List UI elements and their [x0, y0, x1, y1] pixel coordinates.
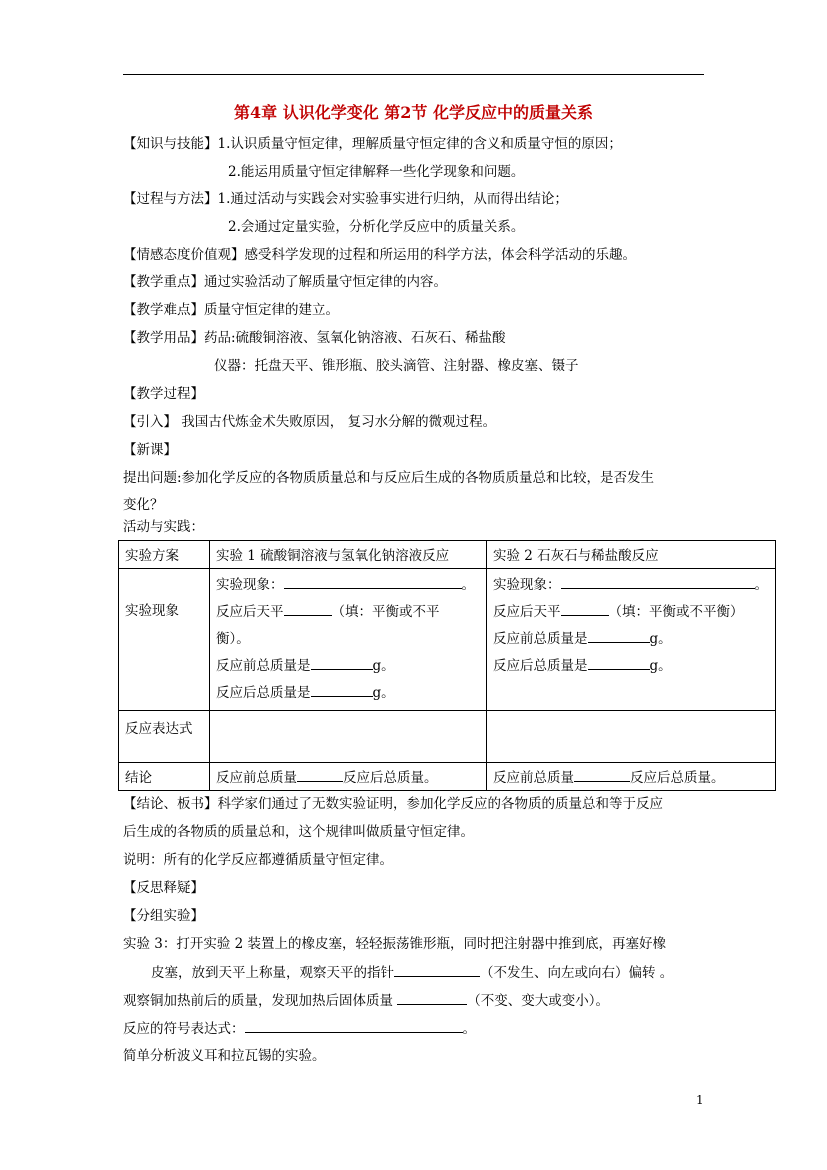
exp2-expression-cell[interactable]	[487, 711, 776, 763]
exp2-concl-blank[interactable]	[574, 767, 630, 782]
exp2-phen-period: 。	[754, 577, 768, 593]
exp1-phen-blank[interactable]	[284, 574, 462, 589]
exp2-after-mass-label: 反应后总质量是	[493, 658, 588, 674]
exp3-line-4	[123, 1018, 476, 1039]
question-line-2: 变化？	[123, 497, 164, 513]
exp2-balance-label: 反应后天平	[493, 604, 561, 620]
table-row-conclusion	[119, 763, 776, 791]
exp1-after-unit: g。	[372, 685, 395, 701]
table-row-expression	[119, 711, 776, 763]
header-plan: 实验方案	[119, 541, 210, 569]
supplies-tag: 【教学用品】	[123, 330, 204, 346]
conclusion-line-1	[123, 794, 663, 814]
exp2-concl-before: 反应前总质量	[493, 770, 574, 786]
instruments-text: 仪器：托盘天平、锥形瓶、胶头滴管、注射器、橡皮塞、镊子	[214, 358, 579, 374]
exp3-line-4-a: 反应的符号表达式：	[123, 1021, 245, 1037]
exp1-before-mass-label: 反应前总质量是	[216, 658, 311, 674]
difficulty-text: 质量守恒定律的建立。	[204, 302, 339, 318]
exp1-conclusion-cell	[210, 763, 487, 791]
exp1-fill-hint-a: （填：平衡或不平	[331, 604, 440, 620]
conclusion-tag: 【结论、板书】	[123, 796, 218, 812]
attitude-objective	[123, 245, 636, 265]
row-label-phenomenon	[119, 569, 210, 711]
process-tag: 【过程与方法】	[123, 191, 218, 207]
exp1-concl-after: 反应后总质量。	[343, 770, 438, 786]
pointer-blank[interactable]	[394, 962, 480, 977]
page-title: 第4章 认识化学变化 第2节 化学反应中的质量关系	[234, 103, 593, 122]
phenomenon-label: 实验现象	[125, 603, 179, 619]
table-header-row	[119, 541, 776, 569]
exp2-after-unit: g。	[649, 658, 672, 674]
group-experiment-tag: 【分组实验】	[123, 908, 204, 924]
knowledge-objective	[123, 134, 622, 154]
intro-tag: 【引入】	[123, 414, 177, 430]
key-tag: 【教学重点】	[123, 274, 204, 290]
process-objective	[123, 189, 568, 209]
copper-mass-blank[interactable]	[397, 990, 467, 1005]
experiment-table	[118, 540, 776, 791]
process-item-1: 1.通过活动与实践会对实验事实进行归纳，从而得出结论；	[217, 191, 568, 207]
exp2-conclusion-cell	[487, 763, 776, 791]
exp1-balance-blank[interactable]	[284, 601, 332, 616]
exp1-after-mass-label: 反应后总质量是	[216, 685, 311, 701]
exp2-before-mass-label: 反应前总质量是	[493, 631, 588, 647]
conclusion-note: 说明：所有的化学反应都遵循质量守恒定律。	[123, 852, 393, 868]
exp2-fill-hint: （填：平衡或不平衡）	[608, 604, 744, 620]
question-line-1: 提出问题:参加化学反应的各物质质量总和与反应后生成的各物质质量总和比较，是否发生	[123, 470, 655, 486]
table-row-phenomenon	[119, 569, 776, 711]
header-rule	[123, 74, 704, 75]
exp3-line-1: 实验 3：打开实验 2 装置上的橡皮塞，轻轻振荡锥形瓶，同时把注射器中推到底，再塞好橡	[123, 936, 667, 952]
activity-label: 活动与实践：	[123, 519, 204, 535]
exp2-concl-after: 反应后总质量。	[630, 770, 725, 786]
conclusion-text-1: 科学家们通过了无数实验证明，参加化学反应的各物质的质量总和等于反应	[217, 796, 663, 812]
exp3-line-3	[123, 990, 609, 1011]
knowledge-item-1: 1.认识质量守恒定律，理解质量守恒定律的含义和质量守恒的原因；	[217, 136, 622, 152]
exp1-phen-period: 。	[461, 577, 475, 593]
attitude-tag: 【情感态度价值观】	[123, 247, 245, 263]
page-number: 1	[696, 1093, 704, 1107]
exp1-balance-label: 反应后天平	[216, 604, 284, 620]
header-exp2: 实验 2 石灰石与稀盐酸反应	[487, 541, 776, 569]
exp2-phen-label: 实验现象：	[493, 577, 561, 593]
exp1-before-mass-blank[interactable]	[311, 655, 373, 670]
difficulty-tag: 【教学难点】	[123, 302, 204, 318]
intro-line	[123, 412, 496, 432]
exp3-line-2-a: 皮塞，放到天平上称量，观察天平的指针	[151, 965, 394, 981]
new-lesson-tag: 【新课】	[123, 442, 177, 458]
exp1-phen-label: 实验现象：	[216, 577, 284, 593]
exp1-fill-hint-b: 衡）。	[216, 631, 250, 647]
exp1-phenomenon-cell	[210, 569, 487, 711]
exp1-concl-before: 反应前总质量	[216, 770, 297, 786]
exp3-line-2-b: （不发生、向左或向右）偏转 。	[480, 965, 674, 981]
knowledge-item-2: 2.能运用质量守恒定律解释一些化学现象和问题。	[228, 164, 525, 180]
exp1-after-mass-blank[interactable]	[311, 682, 373, 697]
drugs-text: 药品:硫酸铜溶液、氢氧化钠溶液、石灰石、稀盐酸	[204, 330, 506, 346]
key-text: 通过实验活动了解质量守恒定律的内容。	[204, 274, 447, 290]
header-exp1: 实验 1 硫酸铜溶液与氢氧化钠溶液反应	[210, 541, 487, 569]
exp2-balance-blank[interactable]	[561, 601, 609, 616]
symbol-expression-blank[interactable]	[245, 1018, 463, 1033]
teaching-supplies	[123, 328, 506, 348]
exp2-phenomenon-cell	[487, 569, 776, 711]
exp3-line-3-b: （不变、变大或变小）。	[467, 993, 610, 1009]
process-item-2: 2.会通过定量实验，分析化学反应中的质量关系。	[228, 219, 525, 235]
row-label-expression: 反应表达式	[119, 711, 210, 763]
exp3-line-2	[151, 962, 673, 983]
teaching-difficulty	[123, 300, 339, 320]
conclusion-text-2: 后生成的各物质的质量总和，这个规律叫做质量守恒定律。	[123, 824, 474, 840]
exp3-line-5: 简单分析波义耳和拉瓦锡的实验。	[123, 1048, 326, 1064]
teaching-process-heading: 【教学过程】	[123, 386, 204, 402]
exp2-after-mass-blank[interactable]	[588, 655, 650, 670]
teaching-key	[123, 272, 447, 292]
exp2-before-unit: g。	[649, 631, 672, 647]
knowledge-tag: 【知识与技能】	[123, 136, 218, 152]
attitude-text: 感受科学发现的过程和所运用的科学方法，体会科学活动的乐趣。	[244, 247, 636, 263]
exp1-concl-blank[interactable]	[297, 767, 343, 782]
exp3-line-3-a: 观察铜加热前后的质量，发现加热后固体质量	[123, 993, 398, 1009]
exp1-before-unit: g。	[372, 658, 395, 674]
row-label-conclusion: 结论	[119, 763, 210, 791]
exp2-phen-blank[interactable]	[561, 574, 755, 589]
exp1-expression-cell[interactable]	[210, 711, 487, 763]
exp2-before-mass-blank[interactable]	[588, 628, 650, 643]
reflect-tag: 【反思释疑】	[123, 880, 204, 896]
exp3-line-4-b: 。	[462, 1021, 476, 1037]
intro-text: 我国古代炼金术失败原因， 复习水分解的微观过程。	[177, 414, 497, 430]
